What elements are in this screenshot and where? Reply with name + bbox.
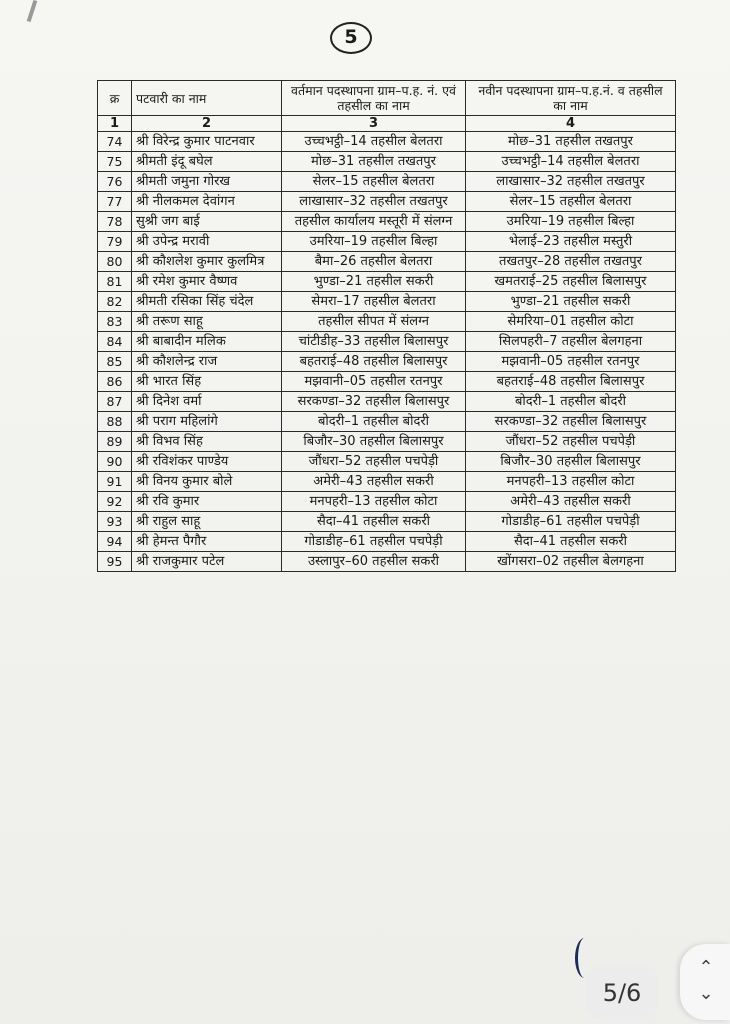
current-posting: उस्लापुर–60 तहसील सकरी: [282, 552, 466, 572]
row-serial: 95: [98, 552, 132, 572]
current-posting: बिजौर–30 तहसील बिलासपुर: [282, 432, 466, 452]
new-posting: सेमरिया–01 तहसील कोटा: [466, 312, 676, 332]
row-serial: 84: [98, 332, 132, 352]
employee-name: श्री विनय कुमार बोले: [132, 472, 282, 492]
current-posting: लाखासार–32 तहसील तखतपुर: [282, 192, 466, 212]
new-posting: तखतपुर–28 तहसील तखतपुर: [466, 252, 676, 272]
new-posting: सरकण्डा–32 तहसील बिलासपुर: [466, 412, 676, 432]
table-row: [98, 192, 676, 212]
header-new-posting: नवीन पदस्थापना ग्राम–प.ह.नं. व तहसील का नाम: [466, 81, 676, 116]
employee-name: श्री दिनेश वर्मा: [132, 392, 282, 412]
row-serial: 87: [98, 392, 132, 412]
row-serial: 91: [98, 472, 132, 492]
row-serial: 81: [98, 272, 132, 292]
index-cell: 4: [466, 116, 676, 132]
table-row: [98, 252, 676, 272]
row-serial: 86: [98, 372, 132, 392]
employee-name: सुश्री जग बाई: [132, 212, 282, 232]
index-cell: 2: [132, 116, 282, 132]
row-serial: 92: [98, 492, 132, 512]
page-number: 5: [330, 22, 372, 54]
row-serial: 78: [98, 212, 132, 232]
table-row: [98, 172, 676, 192]
employee-name: श्री उपेन्द्र मरावी: [132, 232, 282, 252]
new-posting: लाखासार–32 तहसील तखतपुर: [466, 172, 676, 192]
page-nav: [680, 944, 730, 1020]
current-posting: बहतराई–48 तहसील बिलासपुर: [282, 352, 466, 372]
employee-name: श्रीमती रसिका सिंह चंदेल: [132, 292, 282, 312]
current-posting: मनपहरी–13 तहसील कोटा: [282, 492, 466, 512]
new-posting: खमतराई–25 तहसील बिलासपुर: [466, 272, 676, 292]
current-posting: उमरिया–19 तहसील बिल्हा: [282, 232, 466, 252]
table-row: [98, 232, 676, 252]
current-posting: बोदरी–1 तहसील बोदरी: [282, 412, 466, 432]
row-serial: 89: [98, 432, 132, 452]
table-row: [98, 492, 676, 512]
table-row: [98, 312, 676, 332]
employee-name: श्री कौशलेश कुमार कुलमित्र: [132, 252, 282, 272]
row-serial: 85: [98, 352, 132, 372]
index-cell: 3: [282, 116, 466, 132]
table-row: [98, 472, 676, 492]
current-posting: भुण्डा–21 तहसील सकरी: [282, 272, 466, 292]
employee-name: श्रीमती जमुना गोरख: [132, 172, 282, 192]
current-posting: मझवानी–05 तहसील रतनपुर: [282, 372, 466, 392]
table-row: [98, 292, 676, 312]
current-posting: तहसील सीपत में संलग्न: [282, 312, 466, 332]
row-serial: 83: [98, 312, 132, 332]
employee-name: श्री नीलकमल देवांगन: [132, 192, 282, 212]
index-cell: 1: [98, 116, 132, 132]
employee-name: श्री रविशंकर पाण्डेय: [132, 452, 282, 472]
table-row: [98, 432, 676, 452]
current-posting: सरकण्डा–32 तहसील बिलासपुर: [282, 392, 466, 412]
row-serial: 82: [98, 292, 132, 312]
current-posting: बैमा–26 तहसील बेलतरा: [282, 252, 466, 272]
table-row: [98, 152, 676, 172]
new-posting: मोछ–31 तहसील तखतपुर: [466, 132, 676, 152]
table-row: [98, 332, 676, 352]
page-indicator: 5/6: [586, 965, 658, 1019]
current-posting: गोडाडीह–61 तहसील पचपेड़ी: [282, 532, 466, 552]
transfer-table: [97, 80, 676, 572]
row-serial: 74: [98, 132, 132, 152]
current-posting: जौंधरा–52 तहसील पचपेड़ी: [282, 452, 466, 472]
table-header-row: [98, 81, 676, 116]
new-posting: भुण्डा–21 तहसील सकरी: [466, 292, 676, 312]
employee-name: श्री बाबादीन मलिक: [132, 332, 282, 352]
column-index-row: [98, 116, 676, 132]
table-row: [98, 412, 676, 432]
employee-name: श्री राहुल साहू: [132, 512, 282, 532]
table-row: [98, 552, 676, 572]
current-posting: अमेरी–43 तहसील सकरी: [282, 472, 466, 492]
employee-name: श्री विभव सिंह: [132, 432, 282, 452]
current-posting: चांटीडीह–33 तहसील बिलासपुर: [282, 332, 466, 352]
employee-name: श्री रवि कुमार: [132, 492, 282, 512]
row-serial: 94: [98, 532, 132, 552]
table-row: [98, 212, 676, 232]
current-posting: सैदा–41 तहसील सकरी: [282, 512, 466, 532]
row-serial: 77: [98, 192, 132, 212]
new-posting: मझवानी–05 तहसील रतनपुर: [466, 352, 676, 372]
new-posting: खोंगसरा–02 तहसील बेलगहना: [466, 552, 676, 572]
new-posting: सेलर–15 तहसील बेलतरा: [466, 192, 676, 212]
table-row: [98, 452, 676, 472]
header-serial: क्र: [98, 81, 132, 116]
employee-name: श्री तरूण साहू: [132, 312, 282, 332]
row-serial: 79: [98, 232, 132, 252]
row-serial: 75: [98, 152, 132, 172]
new-posting: उमरिया–19 तहसील बिल्हा: [466, 212, 676, 232]
row-serial: 93: [98, 512, 132, 532]
table-row: [98, 512, 676, 532]
current-posting: तहसील कार्यालय मस्तूरी में संलग्न: [282, 212, 466, 232]
table-row: [98, 352, 676, 372]
chevron-up-icon[interactable]: ⌃: [698, 957, 714, 978]
table-row: [98, 372, 676, 392]
employee-name: श्री हेमन्त पैगौर: [132, 532, 282, 552]
new-posting: बहतराई–48 तहसील बिलासपुर: [466, 372, 676, 392]
current-posting: सेमरा–17 तहसील बेलतरा: [282, 292, 466, 312]
new-posting: भेलाई–23 तहसील मस्तुरी: [466, 232, 676, 252]
new-posting: मनपहरी–13 तहसील कोटा: [466, 472, 676, 492]
employee-name: श्री भारत सिंह: [132, 372, 282, 392]
current-posting: उच्चभट्ठी–14 तहसील बेलतरा: [282, 132, 466, 152]
row-serial: 88: [98, 412, 132, 432]
header-current-posting: वर्तमान पदस्थापना ग्राम–प.ह. नं. एवं तहसील का नाम: [282, 81, 466, 116]
new-posting: अमेरी–43 तहसील सकरी: [466, 492, 676, 512]
new-posting: गोडाडीह–61 तहसील पचपेड़ी: [466, 512, 676, 532]
employee-name: श्री कौशलेन्द्र राज: [132, 352, 282, 372]
new-posting: जौंधरा–52 तहसील पचपेड़ी: [466, 432, 676, 452]
header-name: पटवारी का नाम: [132, 81, 282, 116]
new-posting: सिलपहरी–7 तहसील बेलगहना: [466, 332, 676, 352]
row-serial: 90: [98, 452, 132, 472]
table-row: [98, 392, 676, 412]
employee-name: श्री पराग महिलांगे: [132, 412, 282, 432]
employee-name: श्री विरेन्द्र कुमार पाटनवार: [132, 132, 282, 152]
new-posting: सैदा–41 तहसील सकरी: [466, 532, 676, 552]
row-serial: 80: [98, 252, 132, 272]
current-posting: सेलर–15 तहसील बेलतरा: [282, 172, 466, 192]
pen-mark: [27, 0, 38, 22]
employee-name: श्री रमेश कुमार वैष्णव: [132, 272, 282, 292]
row-serial: 76: [98, 172, 132, 192]
employee-name: श्रीमती इंदू बघेल: [132, 152, 282, 172]
chevron-down-icon[interactable]: ⌄: [698, 983, 714, 1004]
current-posting: मोछ–31 तहसील तखतपुर: [282, 152, 466, 172]
table-row: [98, 532, 676, 552]
new-posting: उच्चभट्ठी–14 तहसील बेलतरा: [466, 152, 676, 172]
new-posting: बिजौर–30 तहसील बिलासपुर: [466, 452, 676, 472]
table-row: [98, 132, 676, 152]
employee-name: श्री राजकुमार पटेल: [132, 552, 282, 572]
table-row: [98, 272, 676, 292]
new-posting: बोदरी–1 तहसील बोदरी: [466, 392, 676, 412]
